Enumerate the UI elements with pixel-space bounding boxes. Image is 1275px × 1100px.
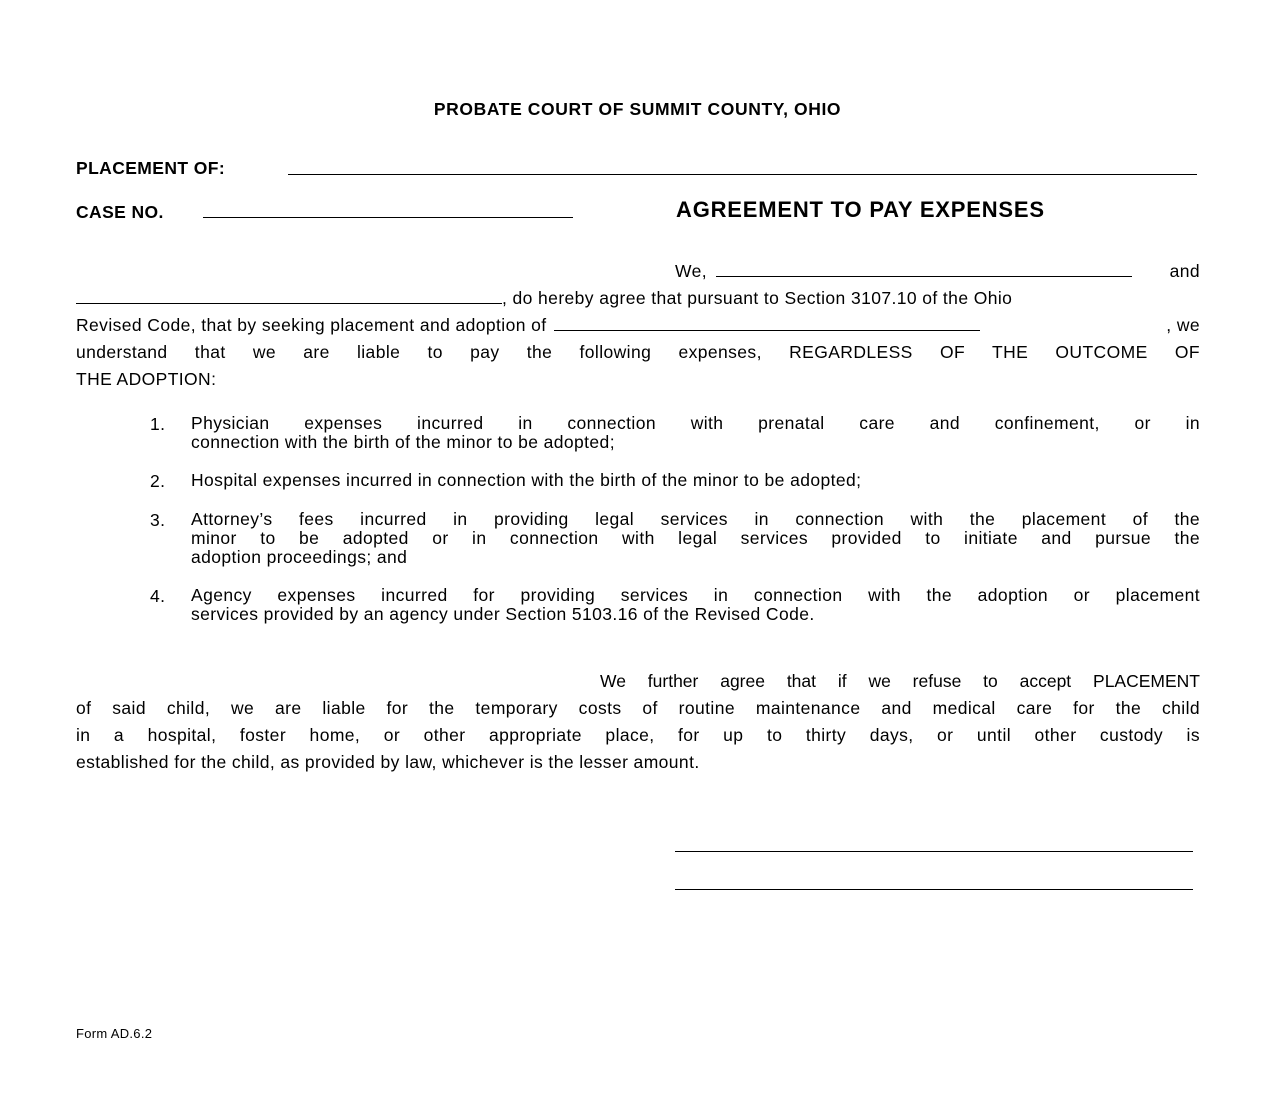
case-number-label: CASE NO. bbox=[76, 202, 164, 222]
signature-line-1[interactable] bbox=[675, 851, 1193, 852]
expense-line: services provided by an agency under Section 5103.16 of the Revised Code. bbox=[191, 604, 815, 624]
further-line-4: established for the child, as provided by law, whichever is the lesser amount. bbox=[76, 752, 700, 772]
intro-line-3-text: Revised Code, that by seeking placement and adoption of bbox=[76, 315, 547, 335]
expense-line: Attorney’s fees incurred in providing legal services in connection with the placement of the bbox=[191, 509, 1200, 529]
expense-number: 4. bbox=[150, 586, 166, 606]
expense-number: 3. bbox=[150, 510, 166, 530]
further-line-2: of said child, we are liable for the temporary costs of routine maintenance and medical care for the child bbox=[76, 698, 1200, 718]
expense-item-4 bbox=[150, 586, 1200, 624]
minor-name-field[interactable] bbox=[554, 314, 980, 331]
expense-line: Hospital expenses incurred in connection with the birth of the minor to be adopted; bbox=[191, 470, 862, 490]
intro-line-5: THE ADOPTION: bbox=[76, 369, 217, 389]
intro-we: We, bbox=[675, 261, 707, 281]
signature-line-2[interactable] bbox=[675, 889, 1193, 890]
intro-line-3 bbox=[76, 312, 1200, 339]
parent-name-2-field[interactable] bbox=[76, 287, 502, 304]
expense-number: 1. bbox=[150, 414, 166, 434]
expense-line: adoption proceedings; and bbox=[191, 547, 408, 567]
parent-name-1-field[interactable] bbox=[716, 260, 1132, 277]
placement-of-field[interactable] bbox=[288, 174, 1197, 175]
intro-line-2 bbox=[76, 285, 1200, 312]
expense-line: Agency expenses incurred for providing services in connection with the adoption or placement bbox=[191, 585, 1200, 605]
placement-of-label: PLACEMENT OF: bbox=[76, 158, 226, 178]
expense-line: Physician expenses incurred in connection with prenatal care and confinement, or in bbox=[191, 413, 1200, 433]
intro-line-4: understand that we are liable to pay the following expenses, REGARDLESS OF THE OUTCOME OF bbox=[76, 342, 1200, 362]
expense-item-3 bbox=[150, 510, 1200, 567]
intro-line-1 bbox=[675, 258, 1200, 285]
further-line-3: in a hospital, foster home, or other appropriate place, for up to thirty days, or until other custody is bbox=[76, 725, 1200, 745]
further-line-1: We further agree that if we refuse to accept PLACEMENT bbox=[600, 671, 1200, 691]
intro-and: and bbox=[1169, 261, 1200, 281]
intro-line-3-we: , we bbox=[1166, 315, 1200, 335]
document-title: AGREEMENT TO PAY EXPENSES bbox=[676, 197, 1045, 222]
intro-line-2-text: , do hereby agree that pursuant to Section 3107.10 of the Ohio bbox=[502, 288, 1013, 308]
expense-item-2 bbox=[150, 471, 1200, 490]
form-number: Form AD.6.2 bbox=[76, 1026, 153, 1041]
court-title: PROBATE COURT OF SUMMIT COUNTY, OHIO bbox=[433, 99, 842, 119]
expense-item-1 bbox=[150, 414, 1200, 452]
expense-line: minor to be adopted or in connection with legal services provided to initiate and pursue the bbox=[191, 528, 1200, 548]
case-number-field[interactable] bbox=[203, 217, 573, 218]
expense-line: connection with the birth of the minor to be adopted; bbox=[191, 432, 615, 452]
expense-number: 2. bbox=[150, 471, 166, 491]
